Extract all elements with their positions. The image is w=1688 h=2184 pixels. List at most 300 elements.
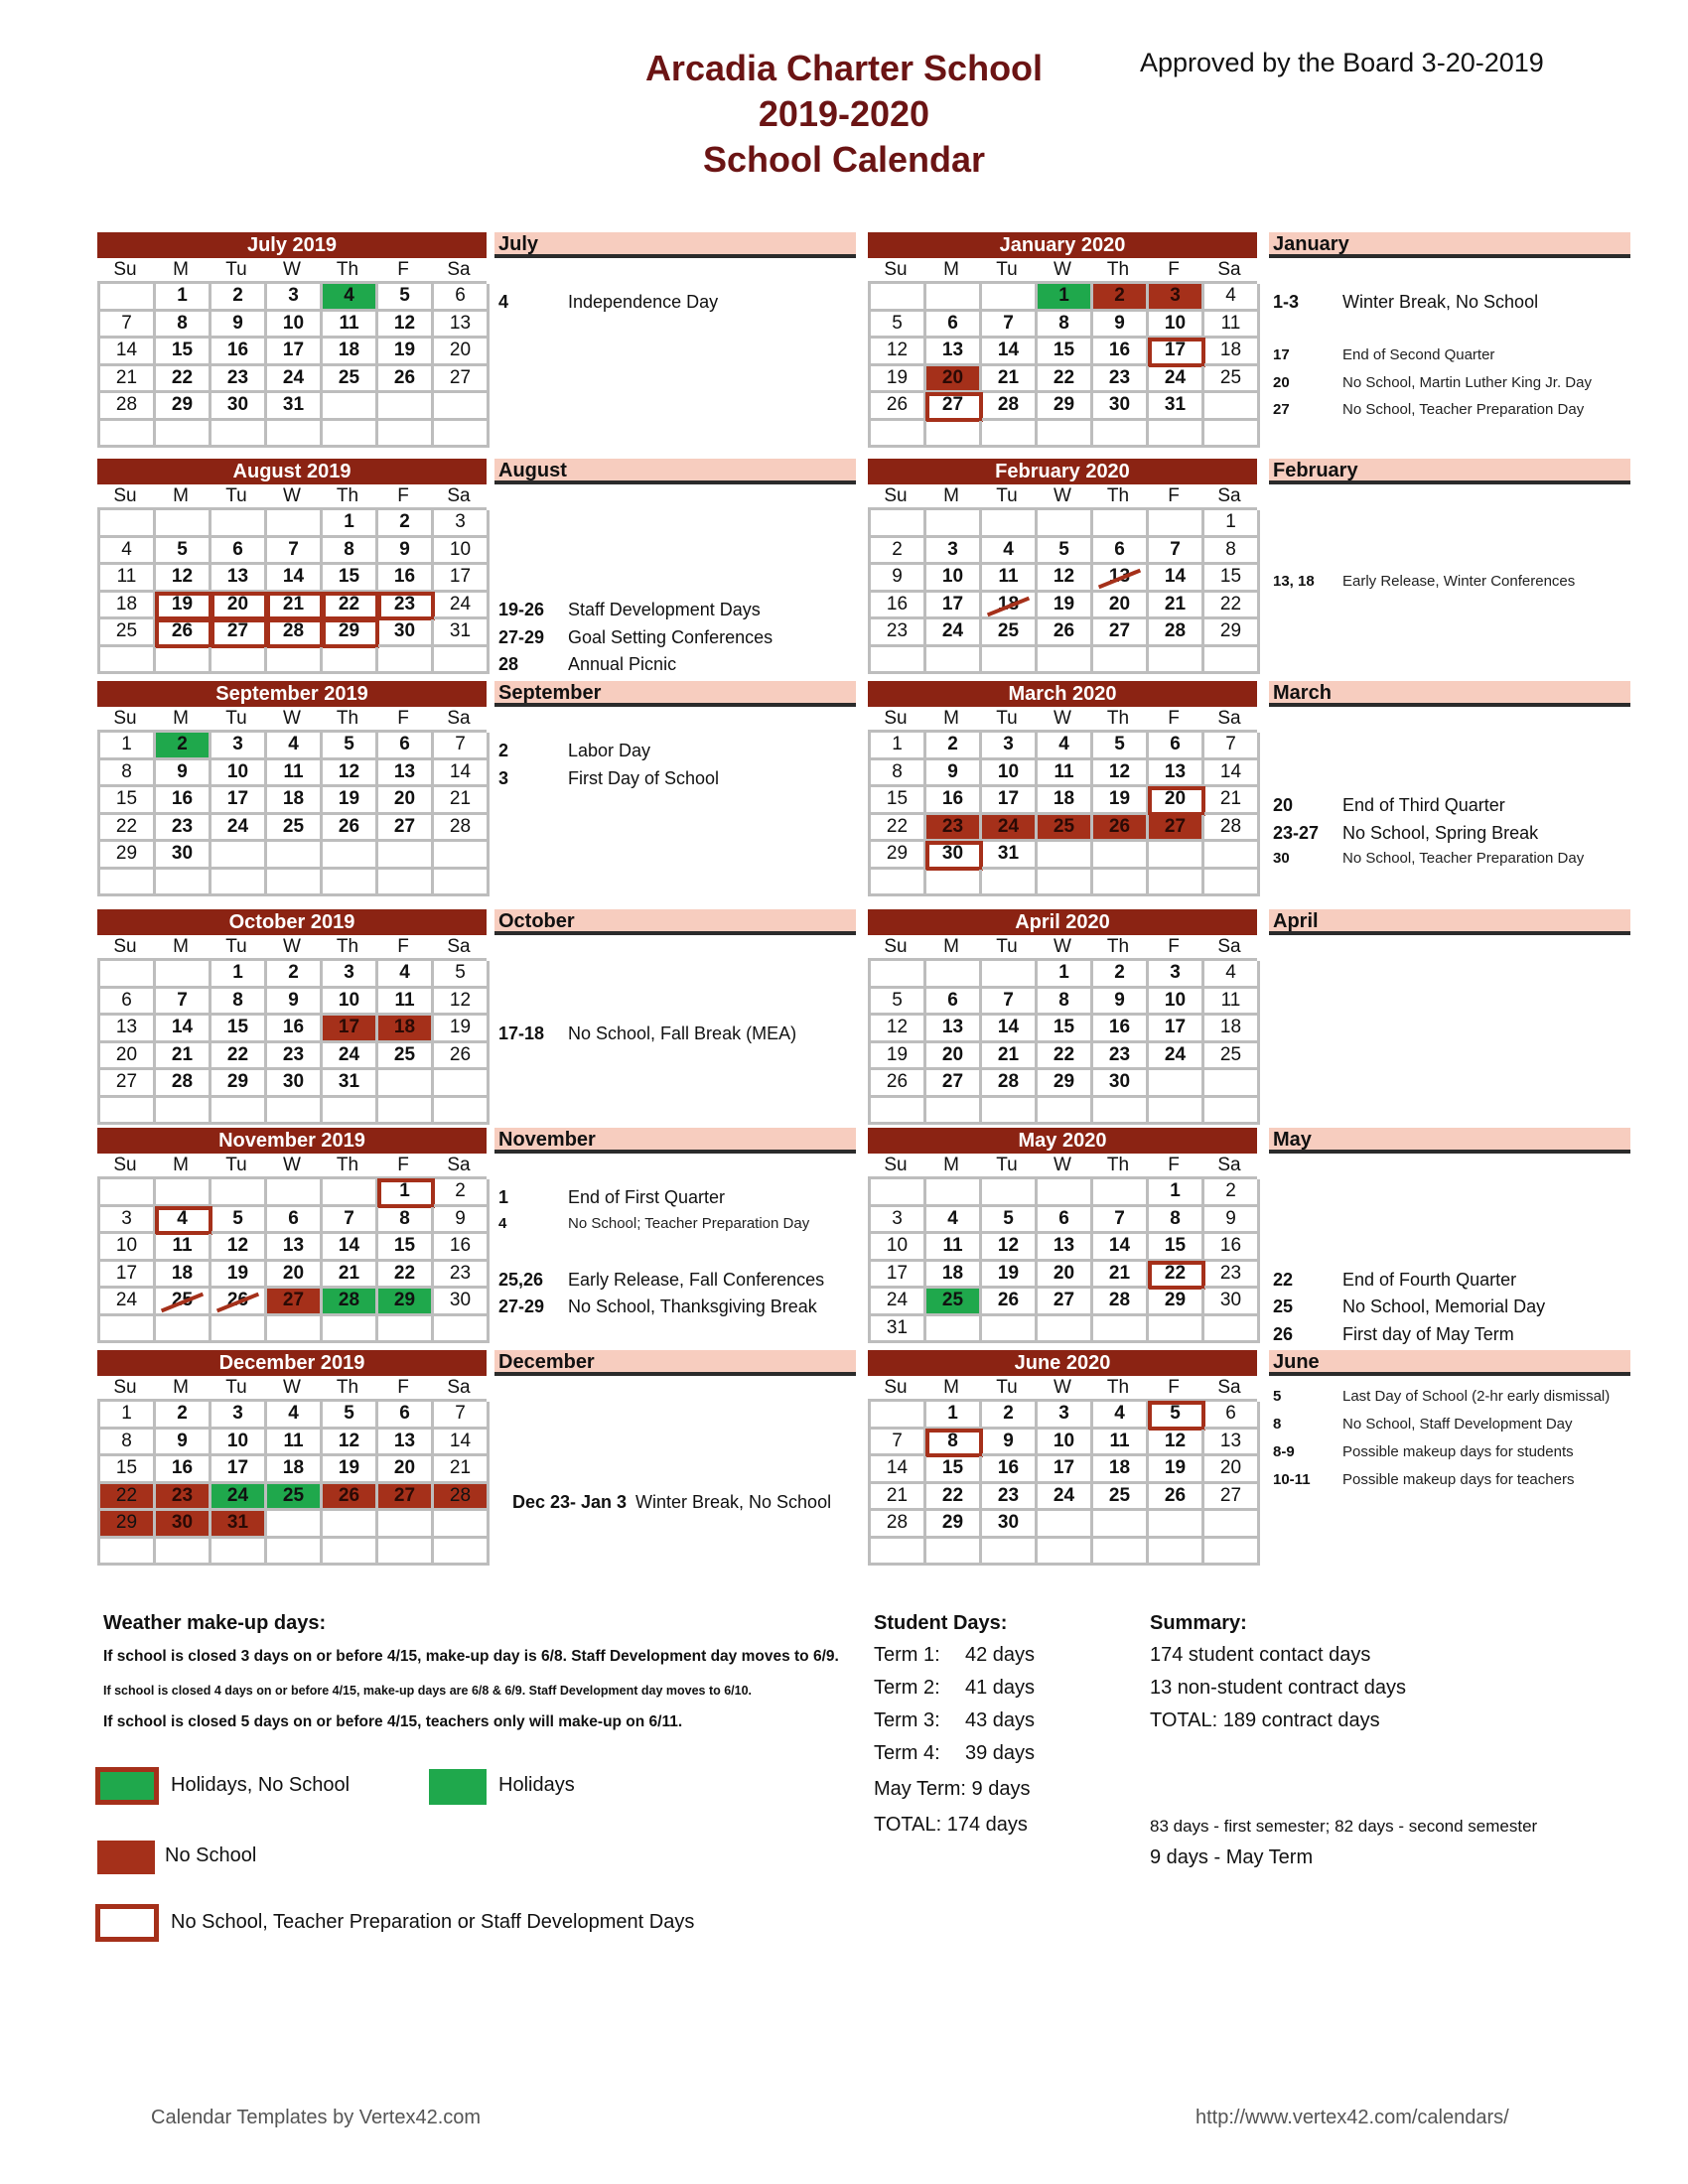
empty-day-cell	[1038, 647, 1093, 675]
empty-day-cell	[378, 1098, 434, 1126]
empty-day-cell	[1149, 842, 1204, 870]
empty-day-cell	[1038, 1179, 1093, 1207]
empty-day-cell	[1204, 842, 1260, 870]
day-cell: 24	[1149, 1043, 1204, 1071]
day-cell: 16	[156, 787, 211, 815]
legend-swatch-holidays-no-school	[95, 1767, 159, 1805]
summary-line: 174 student contact days	[1150, 1644, 1371, 1666]
day-cell: 18	[100, 593, 156, 620]
weekday-label: Th	[336, 1377, 359, 1398]
day-cell: 20	[926, 1043, 982, 1071]
empty-day-cell	[926, 1316, 982, 1344]
day-cell: 7	[323, 1207, 378, 1235]
weekday-label: M	[943, 936, 959, 957]
day-cell: 24	[211, 1484, 267, 1512]
month-calendar-march-2020	[868, 681, 1257, 896]
day-cell: 9	[211, 312, 267, 340]
day-cell: 29	[211, 1070, 267, 1098]
empty-day-cell	[871, 1539, 926, 1567]
weekday-label: Su	[113, 1155, 137, 1175]
weekday-label: Su	[113, 1377, 137, 1398]
empty-day-cell	[267, 1511, 323, 1539]
weekday-label: F	[1168, 259, 1180, 280]
empty-day-cell	[1204, 870, 1260, 897]
day-cell: 22	[323, 593, 378, 620]
empty-day-cell	[871, 1402, 926, 1430]
day-cell: 9	[926, 760, 982, 788]
empty-day-cell	[982, 1316, 1038, 1344]
day-cell: 10	[267, 312, 323, 340]
day-cell: 9	[267, 989, 323, 1017]
weekday-label: W	[283, 1377, 301, 1398]
empty-day-cell	[1093, 870, 1149, 897]
event-text: Independence Day	[568, 292, 719, 312]
day-cell: 24	[926, 619, 982, 647]
weekday-label: W	[1054, 259, 1071, 280]
semester-split: 83 days - first semester; 82 days - second semester	[1150, 1817, 1538, 1836]
day-cell: 5	[1038, 538, 1093, 566]
day-cell: 4	[926, 1207, 982, 1235]
day-cell: 7	[871, 1430, 926, 1457]
day-cell: 16	[378, 565, 434, 593]
day-cell: 11	[926, 1234, 982, 1262]
day-cell: 7	[1204, 733, 1260, 760]
event-text: End of Second Quarter	[1342, 346, 1495, 363]
day-cell: 29	[926, 1511, 982, 1539]
day-cell: 26	[323, 815, 378, 843]
day-cell: 16	[871, 593, 926, 620]
day-cell: 27	[267, 1289, 323, 1316]
day-cell: 15	[871, 787, 926, 815]
empty-day-cell	[1093, 842, 1149, 870]
empty-day-cell	[434, 870, 490, 897]
event-text: Early Release, Winter Conferences	[1342, 573, 1576, 590]
empty-day-cell	[1093, 510, 1149, 538]
event-date: 27-29	[498, 626, 545, 647]
month-header: February 2020	[868, 459, 1257, 484]
events-panel-january-2020	[1269, 232, 1630, 418]
month-header: May 2020	[868, 1128, 1257, 1154]
day-cell: 19	[378, 339, 434, 366]
weekday-header-row	[868, 1154, 1257, 1176]
day-cell: 19	[323, 787, 378, 815]
empty-day-cell	[1093, 1098, 1149, 1126]
weekday-label: W	[283, 1155, 301, 1175]
events-panel-july-2019	[494, 232, 856, 312]
day-cell: 24	[211, 815, 267, 843]
day-cell: 13	[434, 312, 490, 340]
empty-day-cell	[378, 1539, 434, 1567]
day-cell: 4	[100, 538, 156, 566]
event-text: Winter Break, No School	[635, 1491, 832, 1512]
weekday-label: Sa	[1217, 936, 1241, 957]
day-cell: 3	[211, 733, 267, 760]
weather-title: Weather make-up days:	[103, 1612, 327, 1634]
weekday-label: W	[283, 936, 301, 957]
day-cell: 9	[434, 1207, 490, 1235]
day-cell: 21	[100, 366, 156, 394]
empty-day-cell	[267, 510, 323, 538]
day-cell: 16	[267, 1016, 323, 1043]
day-grid	[868, 1176, 1257, 1343]
empty-day-cell	[323, 1511, 378, 1539]
day-cell: 22	[1149, 1262, 1204, 1290]
day-cell: 28	[1204, 815, 1260, 843]
day-cell: 3	[211, 1402, 267, 1430]
event-date: 27	[1273, 401, 1290, 418]
day-cell: 23	[211, 366, 267, 394]
day-cell: 18	[323, 339, 378, 366]
day-cell: 20	[1038, 1262, 1093, 1290]
day-cell: 5	[982, 1207, 1038, 1235]
events-header: May	[1269, 1128, 1630, 1154]
day-cell: 16	[156, 1456, 211, 1484]
events-panel-december-2019	[494, 1350, 856, 1512]
empty-day-cell	[926, 647, 982, 675]
empty-day-cell	[267, 870, 323, 897]
weekday-label: Tu	[225, 1155, 247, 1175]
empty-day-cell	[323, 647, 378, 675]
day-cell: 27	[1204, 1484, 1260, 1512]
day-grid	[97, 958, 487, 1125]
day-cell: 9	[156, 760, 211, 788]
weekday-header-row	[97, 707, 487, 730]
empty-day-cell	[1038, 1539, 1093, 1567]
day-cell: 28	[100, 393, 156, 421]
day-cell: 13	[100, 1016, 156, 1043]
month-calendar-october-2019	[97, 909, 487, 1125]
day-cell: 2	[156, 733, 211, 760]
day-cell: 4	[156, 1207, 211, 1235]
weekday-label: W	[1054, 936, 1071, 957]
day-cell: 20	[211, 593, 267, 620]
event-date: 8-9	[1273, 1443, 1295, 1460]
events-panel-september-2019	[494, 681, 856, 788]
weekday-label: Tu	[225, 485, 247, 506]
day-cell: 18	[156, 1262, 211, 1290]
empty-day-cell	[1093, 1539, 1149, 1567]
weekday-label: Th	[1106, 485, 1130, 506]
day-cell: 28	[156, 1070, 211, 1098]
day-cell: 20	[378, 787, 434, 815]
empty-day-cell	[211, 647, 267, 675]
empty-day-cell	[323, 842, 378, 870]
day-grid	[97, 507, 487, 674]
empty-day-cell	[323, 421, 378, 449]
day-cell: 31	[982, 842, 1038, 870]
weekday-label: Sa	[447, 1155, 471, 1175]
may-term-summary: 9 days - May Term	[1150, 1846, 1314, 1868]
empty-day-cell	[100, 1316, 156, 1344]
day-cell: 7	[1149, 538, 1204, 566]
day-cell: 22	[100, 1484, 156, 1512]
day-cell: 10	[871, 1234, 926, 1262]
event-text: First Day of School	[568, 767, 720, 788]
day-cell: 20	[378, 1456, 434, 1484]
day-cell: 27	[211, 619, 267, 647]
day-cell: 15	[211, 1016, 267, 1043]
day-cell: 1	[100, 733, 156, 760]
weekday-header-row	[97, 258, 487, 281]
empty-day-cell	[156, 510, 211, 538]
day-grid	[97, 1399, 487, 1566]
day-cell: 8	[1038, 312, 1093, 340]
day-cell: 5	[156, 538, 211, 566]
day-cell: 30	[378, 619, 434, 647]
empty-day-cell	[1038, 1098, 1093, 1126]
day-cell: 26	[982, 1289, 1038, 1316]
day-cell: 17	[1149, 1016, 1204, 1043]
day-cell: 3	[1038, 1402, 1093, 1430]
day-cell: 31	[1149, 393, 1204, 421]
day-cell: 8	[926, 1430, 982, 1457]
day-cell: 8	[1038, 989, 1093, 1017]
day-cell: 6	[1204, 1402, 1260, 1430]
empty-day-cell	[100, 1179, 156, 1207]
empty-day-cell	[1204, 647, 1260, 675]
weekday-label: Th	[1106, 936, 1130, 957]
month-header: December 2019	[97, 1350, 487, 1376]
day-cell: 21	[1093, 1262, 1149, 1290]
weekday-label: Su	[884, 708, 908, 729]
weekday-label: Th	[336, 1155, 359, 1175]
day-cell: 8	[378, 1207, 434, 1235]
weekday-label: Su	[113, 485, 137, 506]
day-cell: 6	[1149, 733, 1204, 760]
day-cell: 25	[323, 366, 378, 394]
empty-day-cell	[1093, 421, 1149, 449]
event-text: No School, Spring Break	[1342, 822, 1539, 843]
day-cell: 29	[1149, 1289, 1204, 1316]
day-cell: 4	[1204, 284, 1260, 312]
event-text: No School, Thanksgiving Break	[568, 1297, 817, 1316]
event-text: No School, Teacher Preparation Day	[1342, 850, 1585, 867]
day-cell: 4	[323, 284, 378, 312]
weekday-header-row	[868, 707, 1257, 730]
day-cell: 20	[267, 1262, 323, 1290]
empty-day-cell	[378, 1316, 434, 1344]
day-cell: 31	[323, 1070, 378, 1098]
day-cell: 23	[1093, 366, 1149, 394]
events-panel-november-2019	[494, 1128, 856, 1316]
day-cell: 14	[323, 1234, 378, 1262]
day-cell: 18	[926, 1262, 982, 1290]
weekday-label: Su	[113, 708, 137, 729]
day-cell: 30	[434, 1289, 490, 1316]
month-calendar-november-2019	[97, 1128, 487, 1343]
day-cell: 10	[1038, 1430, 1093, 1457]
empty-day-cell	[434, 1070, 490, 1098]
day-cell: 5	[871, 989, 926, 1017]
events-header: July	[494, 232, 856, 258]
day-cell: 15	[1149, 1234, 1204, 1262]
empty-day-cell	[100, 1098, 156, 1126]
day-cell: 15	[1038, 339, 1093, 366]
empty-day-cell	[434, 393, 490, 421]
events-panel-april-2020	[1269, 909, 1630, 935]
empty-day-cell	[926, 284, 982, 312]
day-cell: 7	[267, 538, 323, 566]
event-text: No School; Teacher Preparation Day	[568, 1214, 810, 1232]
day-cell: 30	[156, 842, 211, 870]
day-cell: 25	[100, 619, 156, 647]
empty-day-cell	[156, 647, 211, 675]
event-date: 4	[498, 1214, 507, 1232]
day-cell: 27	[378, 815, 434, 843]
weekday-label: W	[1054, 485, 1071, 506]
day-cell: 10	[100, 1234, 156, 1262]
day-cell: 19	[871, 366, 926, 394]
day-cell: 29	[871, 842, 926, 870]
day-cell: 1	[926, 1402, 982, 1430]
event-text: No School, Teacher Preparation Day	[1342, 401, 1585, 418]
events-header: November	[494, 1128, 856, 1154]
weekday-label: M	[173, 259, 189, 280]
day-cell: 23	[926, 815, 982, 843]
empty-day-cell	[434, 647, 490, 675]
empty-day-cell	[434, 1511, 490, 1539]
day-cell: 24	[982, 815, 1038, 843]
day-cell: 5	[378, 284, 434, 312]
empty-day-cell	[434, 421, 490, 449]
day-cell: 15	[1038, 1016, 1093, 1043]
day-cell: 26	[1038, 619, 1093, 647]
empty-day-cell	[1038, 842, 1093, 870]
event-date: 4	[498, 292, 509, 312]
day-grid	[868, 958, 1257, 1125]
day-cell: 6	[1093, 538, 1149, 566]
event-date: 23-27	[1273, 822, 1320, 843]
day-cell: 14	[871, 1456, 926, 1484]
event-date: 28	[498, 654, 519, 674]
day-cell: 30	[267, 1070, 323, 1098]
day-cell: 13	[926, 1016, 982, 1043]
day-cell: 24	[434, 593, 490, 620]
weekday-label: F	[1168, 936, 1180, 957]
day-cell: 2	[982, 1402, 1038, 1430]
day-cell: 25	[982, 619, 1038, 647]
day-cell: 15	[323, 565, 378, 593]
day-cell: 12	[1038, 565, 1093, 593]
month-header: July 2019	[97, 232, 487, 258]
day-cell: 11	[982, 565, 1038, 593]
weekday-label: Su	[884, 485, 908, 506]
weekday-label: F	[397, 259, 409, 280]
day-cell: 18	[1038, 787, 1093, 815]
day-cell: 8	[100, 760, 156, 788]
day-grid	[97, 730, 487, 896]
day-cell: 26	[211, 1289, 267, 1316]
empty-day-cell	[982, 1098, 1038, 1126]
weekday-label: Sa	[447, 708, 471, 729]
empty-day-cell	[156, 421, 211, 449]
day-cell: 10	[211, 760, 267, 788]
weekday-header-row	[97, 1154, 487, 1176]
term-label: Term 3:	[874, 1709, 940, 1731]
day-cell: 2	[871, 538, 926, 566]
day-cell: 17	[1038, 1456, 1093, 1484]
day-cell: 27	[378, 1484, 434, 1512]
day-cell: 20	[100, 1043, 156, 1071]
empty-day-cell	[100, 421, 156, 449]
weekday-label: Sa	[1217, 259, 1241, 280]
empty-day-cell	[1204, 393, 1260, 421]
empty-day-cell	[1149, 1098, 1204, 1126]
footer-link[interactable]: http://www.vertex42.com/calendars/	[1196, 2107, 1509, 2128]
day-cell: 10	[926, 565, 982, 593]
day-cell: 2	[267, 961, 323, 989]
empty-day-cell	[100, 961, 156, 989]
weekday-label: M	[943, 1377, 959, 1398]
day-cell: 18	[1204, 1016, 1260, 1043]
weekday-label: Su	[884, 259, 908, 280]
day-grid	[868, 1399, 1257, 1566]
weekday-label: Tu	[996, 259, 1018, 280]
day-cell: 5	[323, 733, 378, 760]
empty-day-cell	[1038, 421, 1093, 449]
day-cell: 10	[1149, 989, 1204, 1017]
day-cell: 23	[156, 1484, 211, 1512]
weekday-header-row	[868, 258, 1257, 281]
day-cell: 11	[378, 989, 434, 1017]
weekday-label: W	[283, 708, 301, 729]
day-cell: 3	[982, 733, 1038, 760]
day-cell: 23	[434, 1262, 490, 1290]
empty-day-cell	[982, 421, 1038, 449]
event-text: No School, Staff Development Day	[1342, 1416, 1573, 1433]
day-cell: 7	[1093, 1207, 1149, 1235]
summary-title: Summary:	[1150, 1612, 1247, 1634]
month-calendar-september-2019	[97, 681, 487, 896]
day-cell: 16	[1204, 1234, 1260, 1262]
day-cell: 10	[982, 760, 1038, 788]
day-cell: 14	[434, 760, 490, 788]
day-cell: 24	[323, 1043, 378, 1071]
day-cell: 26	[434, 1043, 490, 1071]
day-cell: 19	[211, 1262, 267, 1290]
weekday-label: Tu	[225, 1377, 247, 1398]
day-cell: 21	[871, 1484, 926, 1512]
day-cell: 29	[1038, 1070, 1093, 1098]
day-cell: 8	[100, 1430, 156, 1457]
day-cell: 23	[1093, 1043, 1149, 1071]
events-header: September	[494, 681, 856, 707]
day-cell: 3	[871, 1207, 926, 1235]
event-text: Last Day of School (2-hr early dismissal)	[1342, 1388, 1611, 1405]
day-cell: 16	[1093, 339, 1149, 366]
day-cell: 8	[323, 538, 378, 566]
day-cell: 12	[323, 1430, 378, 1457]
day-cell: 22	[1038, 366, 1093, 394]
day-cell: 29	[156, 393, 211, 421]
month-calendar-august-2019	[97, 459, 487, 674]
summary-line: TOTAL: 189 contract days	[1150, 1709, 1380, 1731]
day-cell: 17	[434, 565, 490, 593]
event-date: 25	[1273, 1297, 1294, 1316]
day-cell: 9	[156, 1430, 211, 1457]
day-cell: 28	[982, 393, 1038, 421]
day-cell: 25	[378, 1043, 434, 1071]
day-cell: 14	[100, 339, 156, 366]
event-date: 10-11	[1273, 1471, 1311, 1488]
month-calendar-june-2020	[868, 1350, 1257, 1566]
empty-day-cell	[156, 1316, 211, 1344]
event-date: 8	[1273, 1416, 1282, 1433]
day-cell: 15	[100, 787, 156, 815]
legend-swatch-no-school	[97, 1841, 155, 1874]
empty-day-cell	[1038, 870, 1093, 897]
day-cell: 3	[1149, 961, 1204, 989]
